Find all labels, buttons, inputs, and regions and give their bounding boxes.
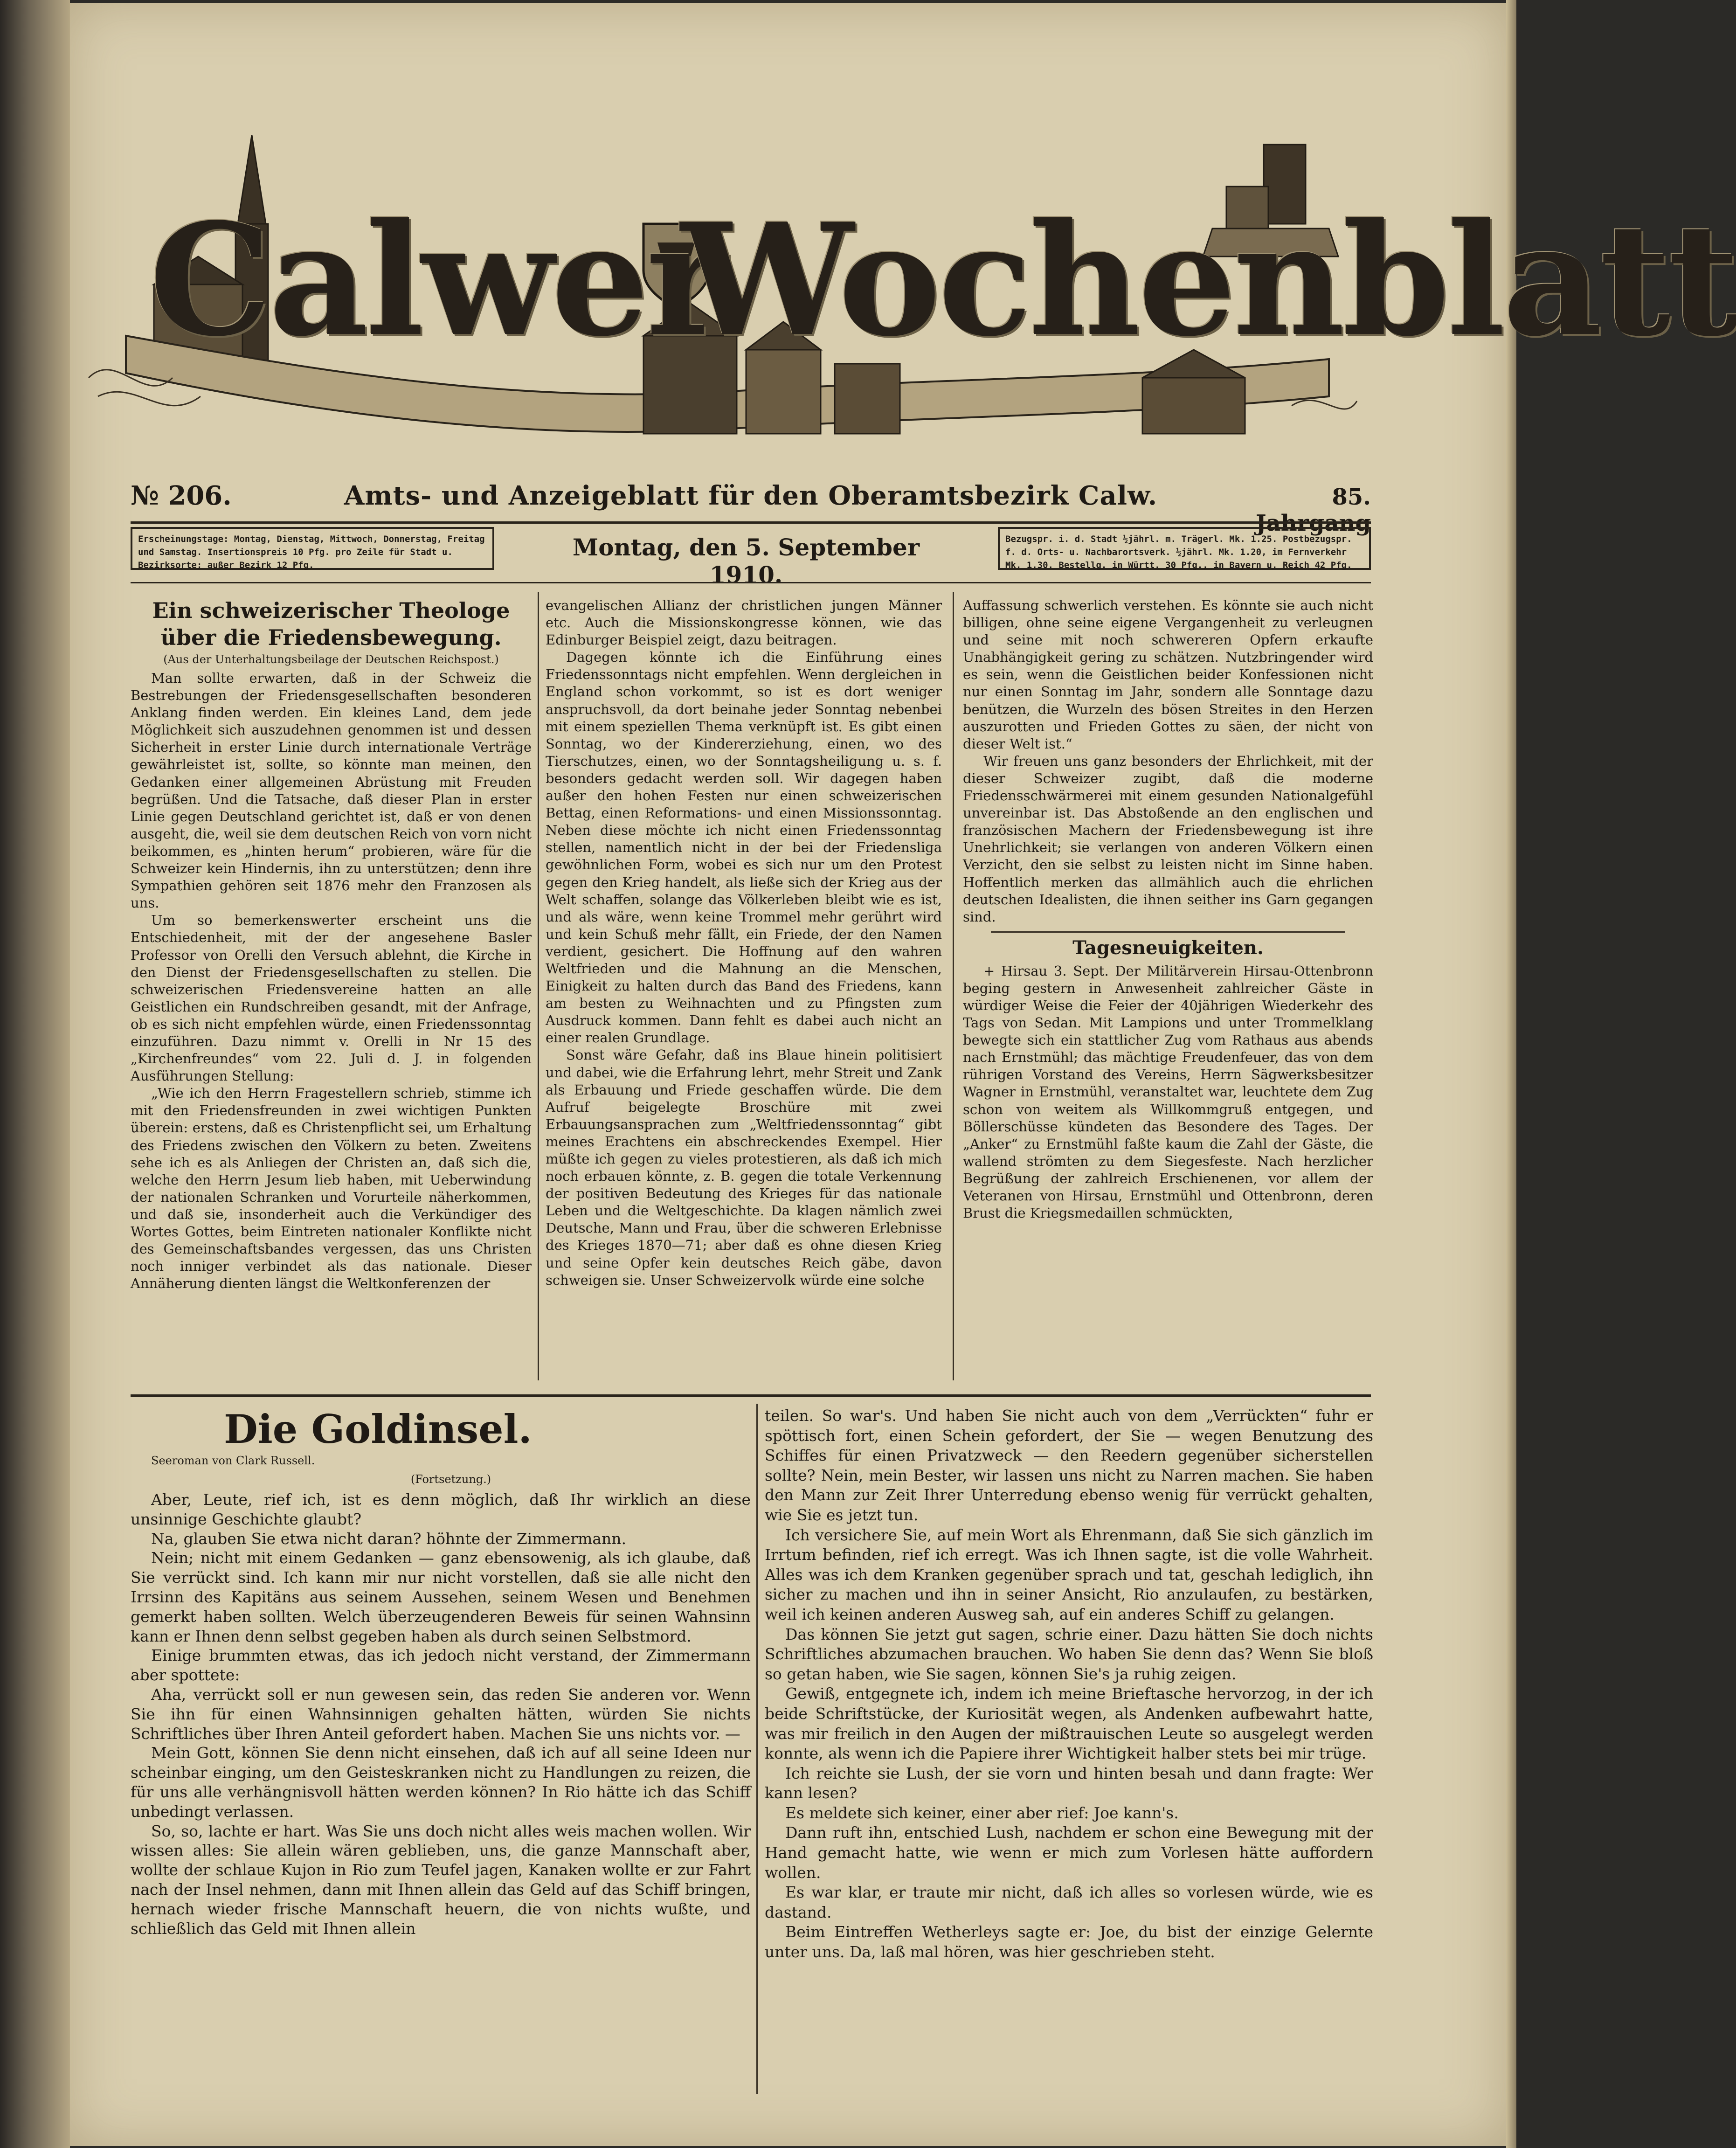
paragraph: Um so bemerkenswerter erscheint uns die Entschiedenheit, mit der der angesehene Basler Professor von Orelli den Versuch ablehnt, die Kirche in den Dienst der Friedensgesellschaften zu stellen. Die schweizerischen Friedensvereine hatten an alle Geistlichen ein Rundschreiben gesandt, mit der Anfrage, ob es sich nicht empfehlen würde, einen Friedenssonntag einzuführen. Dazu nimmt v. Orelli in Nr 15 des „Kirchenfreundes“ vom 22. Juli d. J. in folgenden Ausführungen Stellung: xyxy=(131,912,532,1084)
paragraph: Na, glauben Sie etwa nicht daran? höhnte der Zimmermann. xyxy=(151,1529,627,1548)
column-divider xyxy=(953,592,954,1380)
paragraph: Einige brummten etwas, das ich jedoch nicht verstand, der Zimmermann aber spottete: xyxy=(131,1646,751,1684)
article-column-1 xyxy=(131,597,532,1380)
novel-continuation: (Fortsetzung.) xyxy=(410,1473,491,1486)
paragraph: Aber, Leute, rief ich, ist es denn möglich, daß Ihr wirklich an diese unsinnige Geschichte glaubt? xyxy=(131,1490,751,1528)
paragraph: teilen. So war's. Und haben Sie nicht auch von dem „Verrückten“ fuhr er spöttisch fort, einen Schein gefordert, der Sie — wegen Benutzung des Schiffes für einen Privatzweck — den Reedern gegenüber sicherstellen sollte? Nein, mein Bester, wir lassen uns nicht zu Narren machen. Sie haben den Mann zur Zeit Ihrer Unterredung ebenso wenig für verrückt gehalten, wie Sie es jetzt tun. xyxy=(765,1407,1373,1524)
column-divider xyxy=(538,592,539,1380)
paragraph: Ich versichere Sie, auf mein Wort als Ehrenmann, daß Sie sich gänzlich im Irrtum befinden, rief ich erregt. Was ich Ihnen sagte, ist die volle Wahrheit. Alles was ich dem Kranken gegenüber sprach und tat, geschah lediglich, ihn sicher zu machen und ihn in seiner Ansicht, Rio anzulaufen, zu bestärken, weil ich keinen anderen Ausweg sah, auf ein anderes Schiff zu gelangen. xyxy=(765,1525,1373,1623)
masthead-title-right: Wochenblatt xyxy=(681,189,1736,370)
paragraph: Wir freuen uns ganz besonders der Ehrlichkeit, mit der dieser Schweizer zugibt, daß die moderne Friedensschwärmerei mit einem gesunden Nationalgefühl unvereinbar ist. Das Abstoßende an den englischen und französischen Machern der Friedensbewegung ist ihre Unehrlichkeit; sie verlangen von anderen Völkern einen Verzicht, den sie selbst zu leisten nicht im Sinne haben. Hoffentlich merken das allmählich auch die ehrlichen deutschen Idealisten, die ihnen seither ins Garn gegangen sind. xyxy=(963,753,1373,925)
news-section-title: Tagesneuigkeiten. xyxy=(1072,936,1264,959)
paragraph: Gewiß, entgegnete ich, indem ich meine Brieftasche hervorzog, in der ich beide Schriftstücke, der Kuriosität wegen, als Andenken aufbewahrt hatte, was mir freilich in den Augen der mißtrauischen Leute so ausgelegt werden konnte, als wenn ich die Papiere ihrer Wichtigkeit halber stets bei mir trüge. xyxy=(765,1684,1373,1763)
paragraph: Nein; nicht mit einem Gedanken — ganz ebensowenig, als ich glaube, daß Sie verrückt sind. Ich kann mir nur nicht vorstellen, daß sie alle nicht den Irrsinn des Kapitäns aus seinem Aussehen, seinem Wesen und Benehmen gemerkt haben sollten. Welch überzeugenderen Beweis für seinen Wahnsinn kann er Ihnen denn selbst gegeben haben als durch seinen Selbstmord. xyxy=(131,1549,751,1645)
column-divider xyxy=(756,1404,758,2094)
paragraph: Beim Eintreffen Wetherleys sagte er: Joe, du bist der einzige Gelernte unter uns. Da, laß mal hören, was hier geschrieben steht. xyxy=(765,1923,1373,1961)
paragraph: Sonst wäre Gefahr, daß ins Blaue hinein politisiert und dabei, wie die Erfahrung lehrt, mehr Streit und Zank als Erbauung und Friede geschaffen würde. Die dem Aufruf beigelegte Broschüre mit zwei Erbauungsansprachen zum „Weltfriedenssonntag“ gibt meines Erachtens ein abschreckendes Exempel. Hier müßte ich gegen zu vieles protestieren, als daß ich mich noch erbauen könnte, z. B. gegen die totale Verkennung der positiven Bedeutung des Krieges für das nationale Leben und die Weltgeschichte. Da klagen nämlich zwei Deutsche, Mann und Frau, über die schweren Erlebnisse des Krieges 1870—71; aber daß es ohne diesen Krieg und seine Opfer kein deutsches Reich gäbe, davon schweigen sie. Unser Schweizervolk würde eine solche xyxy=(546,1047,942,1288)
volume-year: 85. Jahrgang xyxy=(1255,484,1371,536)
paragraph: evangelischen Allianz der christlichen jungen Männer etc. Auch die Missionskongresse können, wie das Edinburger Beispiel zeigt, dazu beitragen. xyxy=(546,597,942,648)
paragraph: Aha, verrückt soll er nun gewesen sein, das reden Sie anderen vor. Wenn Sie ihn für einen Wahnsinnigen gehalten hätten, würden Sie nichts Schriftliches über Ihren Anteil gefordert haben. Machen Sie uns nichts vor. — xyxy=(131,1685,751,1743)
novel-column-right xyxy=(765,1406,1373,2096)
paragraph: Mein Gott, können Sie denn nicht einsehen, daß ich auf all seine Ideen nur scheinbar einging, um den Geisteskranken nicht zu Handlungen zu reizen, die für uns alle verhängnisvoll hätten werden können? In Rio hätte ich das Schiff unbedingt verlassen. xyxy=(131,1744,751,1821)
paragraph: Man sollte erwarten, daß in der Schweiz die Bestrebungen der Friedensgesellschaften besonderen Anklang finden werden. Ein kleines Land, dem jede Möglichkeit sich auszudehnen genommen ist und dessen Sicherheit in erster Linie durch internationale Verträge gewährleistet ist, sollte, so könnte man meinen, den Gedanken einer allgemeinen Abrüstung mit Freuden begrüßen. Und die Tatsache, daß dieser Plan in erster Linie gegen Deutschland gerichtet ist, daß er von denen ausgeht, die, weil sie dem deutschen Reich von vorn nicht beikommen, es „hinten herum“ probieren, wäre für die Schweizer kein Hindernis, ihn zu unterstützen; denn ihre Sympathien gehören seit 1876 mehr den Franzosen als uns. xyxy=(131,670,532,911)
news-paragraph: + Hirsau 3. Sept. Der Militärverein Hirsau-Ottenbronn beging gestern in Anwesenheit zahlreicher Gäste in würdiger Weise die Feier der 40jährigen Wiederkehr des Tags von Sedan. Mit Lampions und unter Trommelklang bewegte sich ein stattlicher Zug vom Rathaus aus abends nach Ernstmühl; das mächtige Freudenfeuer, das von dem rührigen Vorstand des Vereins, Herrn Sägwerksbesitzer Wagner in Ernstmühl, veranstaltet war, leuchtete dem Zug schon von weitem als Willkommgruß entgegen, und Böllerschüsse kündeten das Besondere des Tages. Der „Anker“ zu Ernstmühl faßte kaum die Zahl der Gäste, die wallend strömten zu dem Siegesfeste. Nach herzlicher Begrüßung der zahlreich Erschienenen, vor allem der Veteranen von Hirsau, Ernstmühl und Ottenbronn, deren Brust die Kriegsmedaillen schmückten, xyxy=(963,963,1373,1221)
novel-subtitle: Seeroman von Clark Russell. xyxy=(151,1454,315,1467)
paragraph: Das können Sie jetzt gut sagen, schrie einer. Dazu hätten Sie doch nichts Schriftliches abzumachen brauchen. Wo haben Sie denn das? Wenn Sie bloß so getan haben, wie Sie sagen, können Sie's ja ruhig zeigen. xyxy=(765,1625,1373,1683)
masthead-subtitle: Amts- und Anzeigeblatt für den Oberamtsbezirk Calw. xyxy=(344,480,1158,511)
dateline: Montag, den 5. September 1910. xyxy=(572,534,920,589)
paragraph: Es war klar, er traute mir nicht, daß ich alles so vorlesen würde, wie es dastand. xyxy=(765,1883,1373,1921)
issue-line xyxy=(131,480,1371,536)
paragraph: So, so, lachte er hart. Was Sie uns doch nicht alles weis machen wollen. Wir wissen alles: Sie allein wären geblieben, uns, die ganze Mannschaft aber, wollte der schlaue Kujon in Rio zum Teufel jagen, Kanaken wollte er zur Fahrt nach der Insel nehmen, dann mit Ihnen allein das Geld auf das Schiff bringen, hernach wieder frische Mannschaft heuern, die von nichts wußte, und schließlich das Geld mit Ihnen allein xyxy=(131,1822,751,1938)
paragraph: Auffassung schwerlich verstehen. Es könnte sie auch nicht billigen, ohne seine eigene Vergangenheit zu verleugnen und seine mit noch schwereren Opfern erkaufte Unabhängigkeit gering zu schätzen. Nutzbringender wird es sein, wenn die Geistlichen beider Konfessionen nicht nur einen Sonntag im Jahr, sondern alle Sonntage dazu benützen, die Wurzeln des bösen Streites in den Herzen auszurotten und Frieden Gottes zu säen, der nicht von dieser Welt ist.“ xyxy=(963,597,1373,752)
paragraph: „Wie ich den Herrn Fragestellern schrieb, stimme ich mit den Friedensfreunden in zwei wichtigen Punkten überein: erstens, daß es Christenpflicht sei, um Erhaltung des Friedens zwischen den Völkern zu beten. Zweitens sehe ich es als Anliegen der Christen an, daß sich die, welche den Herrn Jesum lieb haben, mit Ueberwindung der nationalen Schranken und Vorurteile näherkommen, und daß sie, insonderheit auch die Verkündiger des Wortes Gottes, beim Eintreten nationaler Konflikte nicht des Gemeinschaftsbandes vergessen, das uns Christen noch inniger verbindet als das nationale. Dieser Annäherung dienten längst die Weltkonferenzen der xyxy=(131,1085,532,1292)
feuilleton-rule xyxy=(131,1394,1371,1397)
paragraph: Dann ruft ihn, entschied Lush, nachdem er schon eine Bewegung mit der Hand gemacht hatte, wie wenn er mich zum Vorlesen hätte auffordern wollen. xyxy=(765,1823,1373,1882)
paragraph: Es meldete sich keiner, einer aber rief: Joe kann's. xyxy=(785,1803,1179,1822)
article-source: (Aus der Unterhaltungsbeilage der Deutschen Reichspost.) xyxy=(163,653,499,666)
scan-binding-edge xyxy=(0,0,70,2148)
novel-title: Die Goldinsel. xyxy=(224,1406,532,1452)
info-row xyxy=(131,527,1371,589)
paragraph: Dagegen könnte ich die Einführung eines Friedenssonntags nicht empfehlen. Wenn dergleichen in England schon vorkommt, so ist es dort weniger anspruchsvoll, da dort beinahe jeder Sonntag nebenbei mit einem speziellen Thema verknüpft ist. Es gibt einen Sonntag, wo der Kindererziehung, einen, wo des Tierschutzes, einen, wo der Sonntagsheiligung u. s. f. besonders gedacht werden soll. Wir dagegen haben außer den hohen Festen nur einen schweizerischen Bettag, einen Reformations- und einen Missionssonntag. Neben diese möchte ich nicht einen Friedenssonntag stellen, namentlich nicht in der bei der Friedensliga gewöhnlichen Form, wobei es sich nur um den Protest gegen den Krieg handelt, als ließe sich der Krieg aus der Welt schaffen, solange das Völkerleben bleibt wie es ist, und als wäre, wenn keine Trommel mehr gerührt wird und kein Schuß mehr fällt, ein Friede, der den Namen verdient, gesichert. Die Hoffnung auf den wahren Weltfrieden und die Mahnung an die Menschen, Einigkeit zu halten durch das Band des Friedens, kann am besten zu Weihnachten und zu Pfingsten zum Ausdruck kommen. Dann fehlt es dabei auch nicht an einer realen Grundlage. xyxy=(546,649,942,1046)
masthead-rule xyxy=(131,521,1371,524)
info-rule xyxy=(131,582,1371,583)
article-column-2 xyxy=(546,597,942,1380)
novel-column-left xyxy=(131,1406,751,2096)
publication-schedule-box: Erscheinungstage: Montag, Dienstag, Mittwoch, Donnerstag, Freitag und Samstag. Insertionspreis 10 Pfg. pro Zeile für Stadt u. Bezirksorte; außer Bezirk 12 Pfg. xyxy=(131,527,494,570)
article-column-3 xyxy=(963,597,1373,1380)
article-title: Ein schweizerischer Theologe über die Friedensbewegung. xyxy=(152,598,510,650)
issue-number: № 206. xyxy=(131,480,232,511)
subscription-price-box: Bezugspr. i. d. Stadt ½jährl. m. Trägerl. Mk. 1.25. Postbezugspr. f. d. Orts- u. Nachbarortsverk. ½jährl. Mk. 1.20, im Fernverkehr Mk. 1.30. Bestellg. in Württ. 30 Pfg., in Bayern u. Reich 42 Pfg. xyxy=(998,527,1371,570)
masthead-title-left: Calwer xyxy=(149,189,725,370)
paragraph: Ich reichte sie Lush, der sie vorn und hinten besah und dann fragte: Wer kann lesen? xyxy=(765,1764,1373,1802)
masthead xyxy=(70,117,1736,462)
section-divider xyxy=(991,931,1345,933)
